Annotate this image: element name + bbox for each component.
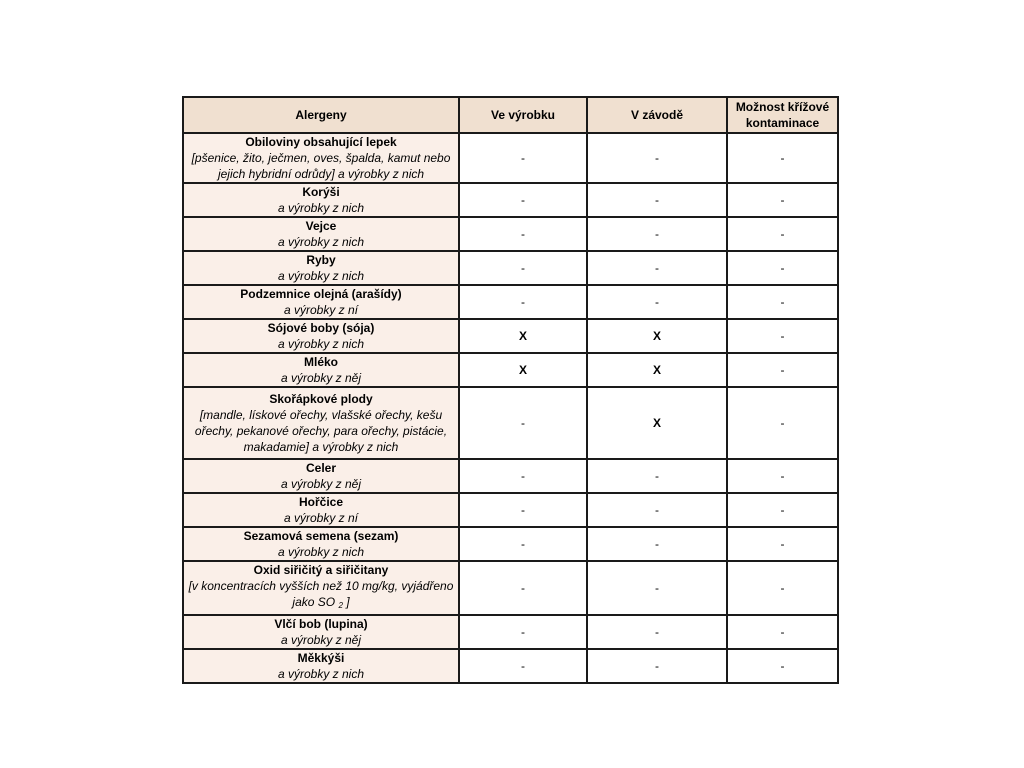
table-row <box>183 561 838 615</box>
header-in-product: Ve výrobku <box>459 97 587 133</box>
allergen-description: a výrobky z nich <box>277 667 365 681</box>
cross-contamination-cell: - <box>727 285 838 319</box>
in-plant-cell: - <box>587 217 727 251</box>
table-row <box>183 649 838 683</box>
in-plant-cell: - <box>587 459 727 493</box>
cross-contamination-cell: - <box>727 493 838 527</box>
allergen-name-cell <box>183 217 459 251</box>
table-row <box>183 285 838 319</box>
allergen-description: a výrobky z něj <box>280 371 362 385</box>
allergen-description-tail: ] <box>346 595 350 609</box>
cross-contamination-cell: - <box>727 649 838 683</box>
in-plant-cell: X <box>587 353 727 387</box>
cross-contamination-cell: - <box>727 183 838 217</box>
allergen-description: a výrobky z nich <box>277 337 365 351</box>
allergen-name: Sezamová semena (sezam) <box>243 529 399 543</box>
allergen-description: [mandle, lískové ořechy, vlašské ořechy, kešu <box>199 408 443 422</box>
allergen-name-cell <box>183 133 459 183</box>
allergen-description: a výrobky z nich <box>277 269 365 283</box>
in-product-cell: - <box>459 387 587 459</box>
allergen-name: Skořápkové plody <box>269 392 373 406</box>
allergen-name-cell <box>183 493 459 527</box>
header-cross-line1: Možnost křížové <box>735 100 830 114</box>
allergen-description: a výrobky z nich <box>277 545 365 559</box>
allergen-description-text: jako SO <box>292 595 336 609</box>
in-product-cell: - <box>459 251 587 285</box>
in-product-cell: - <box>459 217 587 251</box>
header-row <box>183 97 838 133</box>
table-row <box>183 615 838 649</box>
header-cross-line2: kontaminace <box>745 116 820 130</box>
allergen-description-line3: makadamie] a výrobky z nich <box>243 440 399 454</box>
cross-contamination-cell: - <box>727 133 838 183</box>
allergen-description: [pšenice, žito, ječmen, oves, špalda, kamut nebo <box>191 151 451 165</box>
in-plant-cell: X <box>587 319 727 353</box>
allergen-description: a výrobky z něj <box>280 477 362 491</box>
allergen-name: Ryby <box>306 253 336 267</box>
allergen-description: a výrobky z ní <box>283 303 359 317</box>
table-body <box>183 133 838 683</box>
in-product-cell: - <box>459 527 587 561</box>
in-plant-cell: - <box>587 183 727 217</box>
cross-contamination-cell: - <box>727 527 838 561</box>
allergen-name-cell <box>183 251 459 285</box>
table-row <box>183 217 838 251</box>
table-row <box>183 133 838 183</box>
in-product-cell: - <box>459 133 587 183</box>
cross-contamination-cell: - <box>727 353 838 387</box>
allergen-name-cell <box>183 561 459 615</box>
in-product-cell: - <box>459 615 587 649</box>
in-product-cell: X <box>459 353 587 387</box>
allergen-name-cell <box>183 615 459 649</box>
allergen-name: Měkkýši <box>297 651 345 665</box>
in-plant-cell: - <box>587 649 727 683</box>
allergen-name-cell <box>183 285 459 319</box>
allergen-name-cell <box>183 649 459 683</box>
cross-contamination-cell: - <box>727 459 838 493</box>
allergen-table <box>182 96 839 684</box>
allergen-name-cell <box>183 459 459 493</box>
in-plant-cell: - <box>587 285 727 319</box>
allergen-name-cell <box>183 183 459 217</box>
cross-contamination-cell: - <box>727 319 838 353</box>
table-row <box>183 459 838 493</box>
header-cross-contamination <box>727 97 838 133</box>
allergen-description-line2 <box>186 594 456 614</box>
allergen-description: a výrobky z něj <box>280 633 362 647</box>
table-row <box>183 527 838 561</box>
header-allergen: Alergeny <box>183 97 459 133</box>
allergen-name-cell <box>183 353 459 387</box>
in-product-cell: - <box>459 493 587 527</box>
header-in-plant: V závodě <box>587 97 727 133</box>
in-plant-cell: - <box>587 133 727 183</box>
allergen-description-line2: jejich hybridní odrůdy] a výrobky z nich <box>217 167 425 181</box>
in-plant-cell: - <box>587 251 727 285</box>
allergen-name-cell <box>183 319 459 353</box>
in-product-cell: X <box>459 319 587 353</box>
allergen-description: a výrobky z nich <box>277 201 365 215</box>
in-plant-cell: X <box>587 387 727 459</box>
table-row <box>183 183 838 217</box>
allergen-name: Mléko <box>303 355 338 369</box>
cross-contamination-cell: - <box>727 561 838 615</box>
allergen-name-cell <box>183 527 459 561</box>
chemical-subscript: 2 <box>338 601 343 610</box>
allergen-name: Sójové boby (sója) <box>267 321 375 335</box>
in-plant-cell: - <box>587 527 727 561</box>
table-row <box>183 319 838 353</box>
in-product-cell: - <box>459 561 587 615</box>
allergen-description-line2: ořechy, pekanové ořechy, para ořechy, pistácie, <box>194 424 448 438</box>
table-row <box>183 493 838 527</box>
allergen-name: Vlčí bob (lupina) <box>274 617 368 631</box>
cross-contamination-cell: - <box>727 387 838 459</box>
allergen-description: a výrobky z nich <box>277 235 365 249</box>
table-row <box>183 387 838 459</box>
allergen-name: Hořčice <box>298 495 344 509</box>
cross-contamination-cell: - <box>727 615 838 649</box>
allergen-description: [v koncentracích vyšších než 10 mg/kg, vyjádřeno <box>188 579 454 593</box>
table-row <box>183 353 838 387</box>
in-plant-cell: - <box>587 615 727 649</box>
allergen-name: Podzemnice olejná (arašídy) <box>240 287 402 301</box>
in-product-cell: - <box>459 285 587 319</box>
in-product-cell: - <box>459 649 587 683</box>
allergen-name: Celer <box>305 461 337 475</box>
in-product-cell: - <box>459 183 587 217</box>
allergen-name: Obiloviny obsahující lepek <box>245 135 397 149</box>
table-row <box>183 251 838 285</box>
cross-contamination-cell: - <box>727 217 838 251</box>
allergen-description: a výrobky z ní <box>283 511 359 525</box>
allergen-name: Vejce <box>305 219 337 233</box>
in-product-cell: - <box>459 459 587 493</box>
in-plant-cell: - <box>587 493 727 527</box>
in-plant-cell: - <box>587 561 727 615</box>
allergen-name: Korýši <box>302 185 340 199</box>
cross-contamination-cell: - <box>727 251 838 285</box>
allergen-name-cell <box>183 387 459 459</box>
allergen-name: Oxid siřičitý a siřičitany <box>253 563 389 577</box>
